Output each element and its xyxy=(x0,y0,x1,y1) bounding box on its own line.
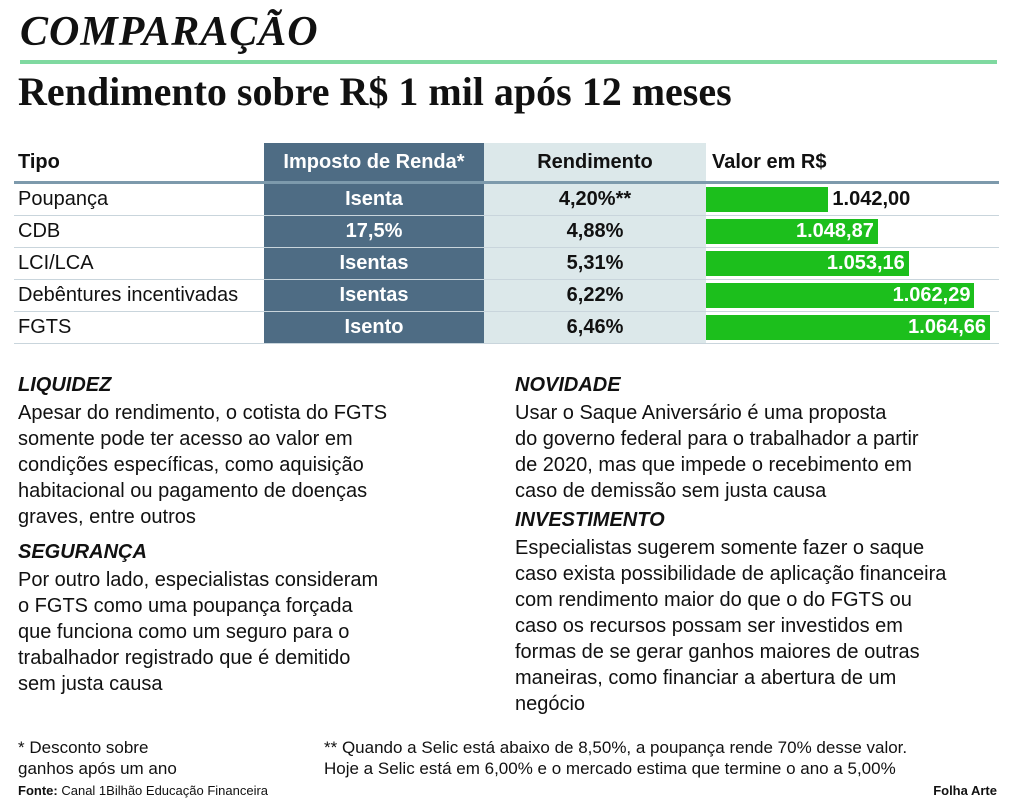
value-bar xyxy=(706,187,911,212)
section-line: maneiras, como financiar a abertura de um xyxy=(515,667,897,689)
kicker-title: COMPARAÇÃO xyxy=(20,9,319,55)
footnote-line: Hoje a Selic está em 6,00% e o mercado estima que termine o ano a 5,00% xyxy=(324,759,896,778)
footnote-line: ganhos após um ano xyxy=(18,759,177,778)
cell-valor xyxy=(706,280,999,312)
section-heading: SEGURANÇA xyxy=(18,541,147,563)
footnote-double-star xyxy=(324,737,907,779)
cell-valor xyxy=(706,248,999,280)
section-line: sem justa causa xyxy=(18,673,163,695)
cell-valor xyxy=(706,312,999,344)
section-liquidez xyxy=(18,372,387,530)
section-line: do governo federal para o trabalhador a partir xyxy=(515,428,919,450)
cell-tipo: CDB xyxy=(18,220,61,242)
section-line: formas de se gerar ganhos maiores de outras xyxy=(515,641,920,663)
section-line: trabalhador registrado que é demitido xyxy=(18,647,351,669)
footnote-line: ** Quando a Selic está abaixo de 8,50%, a poupança rende 70% desse valor. xyxy=(324,738,908,757)
value-bar xyxy=(706,315,990,340)
chart-title: Rendimento sobre R$ 1 mil após 12 meses xyxy=(18,69,732,114)
section-line: Apesar do rendimento, o cotista do FGTS xyxy=(18,402,388,424)
section-line: Especialistas sugerem somente fazer o saque xyxy=(515,537,925,559)
section-heading: INVESTIMENTO xyxy=(515,509,665,531)
section-line: que funciona como um seguro para o xyxy=(18,621,350,643)
cell-tipo: Poupança xyxy=(18,188,109,210)
section-line: Por outro lado, especialistas consideram xyxy=(18,569,379,591)
section-line: condições específicas, como aquisição xyxy=(18,454,364,476)
footnote-line: * Desconto sobre xyxy=(18,738,149,757)
section-line: caso exista possibilidade de aplicação financeira xyxy=(515,563,947,585)
value-label: 1.064,66 xyxy=(908,316,986,338)
section-heading: NOVIDADE xyxy=(515,374,621,396)
cell-imposto: Isento xyxy=(264,312,484,344)
header-valor: Valor em R$ xyxy=(712,150,827,173)
source-label: Fonte: xyxy=(18,783,58,798)
section-line: de 2020, mas que impede o recebimento em xyxy=(515,454,912,476)
section-line: com rendimento maior do que o do FGTS ou xyxy=(515,589,912,611)
section-line: somente pode ter acesso ao valor em xyxy=(18,428,353,450)
value-bar xyxy=(706,283,974,308)
table-row xyxy=(14,216,999,248)
cell-rendimento: 6,22% xyxy=(484,280,706,312)
section-heading: LIQUIDEZ xyxy=(18,374,112,396)
section-line: caso de demissão sem justa causa xyxy=(515,480,827,502)
table-row xyxy=(14,183,999,216)
table-row xyxy=(14,248,999,280)
cell-imposto: Isentas xyxy=(264,280,484,312)
source-text: Canal 1Bilhão Educação Financeira xyxy=(61,783,269,798)
cell-valor xyxy=(706,183,999,216)
cell-imposto: Isentas xyxy=(264,248,484,280)
table-row xyxy=(14,312,999,344)
section-line: o FGTS como uma poupança forçada xyxy=(18,595,353,617)
section-line: caso os recursos possam ser investidos em xyxy=(515,615,903,637)
cell-imposto: Isenta xyxy=(264,183,484,216)
value-bar xyxy=(706,251,909,276)
cell-tipo: LCI/LCA xyxy=(18,252,94,274)
cell-rendimento: 4,20%** xyxy=(484,183,706,216)
cell-valor xyxy=(706,216,999,248)
section-line: graves, entre outros xyxy=(18,506,196,528)
cell-tipo: Debêntures incentivadas xyxy=(18,284,239,306)
cell-imposto: 17,5% xyxy=(264,216,484,248)
cell-rendimento: 6,46% xyxy=(484,312,706,344)
value-label: 1.042,00 xyxy=(832,188,911,210)
kicker-rule xyxy=(20,60,997,64)
value-label: 1.053,16 xyxy=(826,252,905,274)
source-note xyxy=(18,783,268,798)
section-line: habitacional ou pagamento de doenças xyxy=(18,480,368,502)
section-investimento xyxy=(515,507,946,717)
cell-rendimento: 4,88% xyxy=(484,216,706,248)
credit: Folha Arte xyxy=(933,783,997,798)
section-line: Usar o Saque Aniversário é uma proposta xyxy=(515,402,887,424)
header-tipo: Tipo xyxy=(18,150,60,173)
value-label: 1.062,29 xyxy=(892,284,971,306)
value-label: 1.048,87 xyxy=(796,220,874,242)
section-novidade xyxy=(515,372,919,504)
header-imposto: Imposto de Renda* xyxy=(264,143,484,183)
section-line: negócio xyxy=(515,693,586,715)
header-rendimento: Rendimento xyxy=(484,143,706,183)
section-seguranca xyxy=(18,539,378,697)
comparison-table xyxy=(14,143,999,344)
value-bar xyxy=(706,219,878,244)
footnote-single-star xyxy=(18,737,177,779)
cell-rendimento: 5,31% xyxy=(484,248,706,280)
table-row xyxy=(14,280,999,312)
cell-tipo: FGTS xyxy=(18,316,72,338)
table-header-row xyxy=(14,143,999,183)
